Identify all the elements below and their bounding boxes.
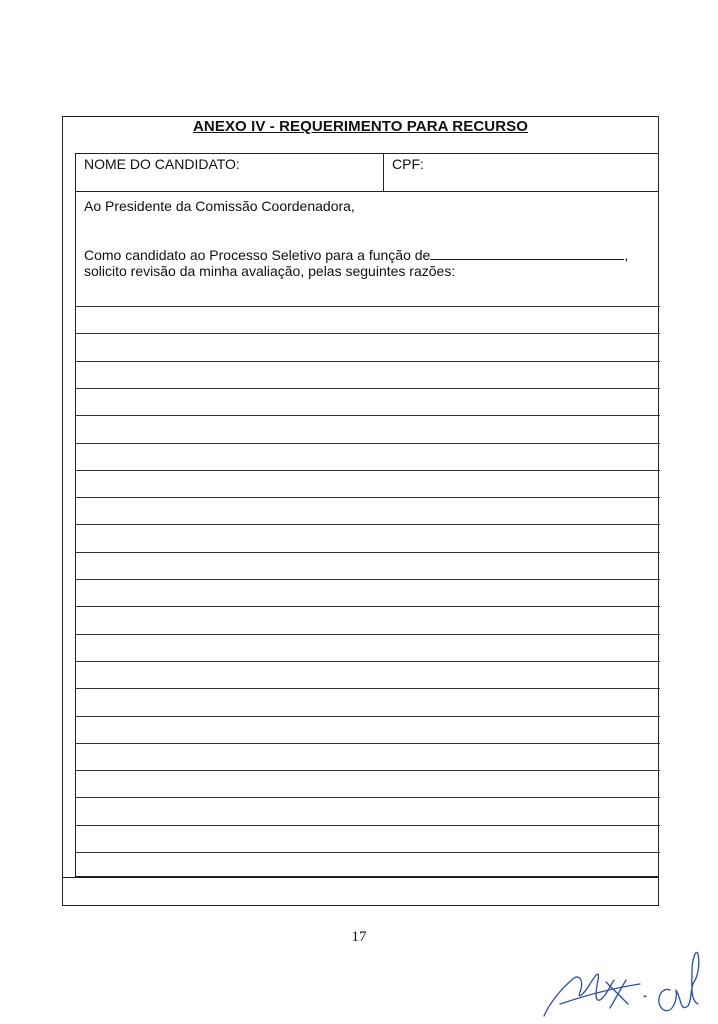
reason-line[interactable] (76, 825, 660, 826)
request-text-line-1 (84, 247, 680, 263)
reason-line[interactable] (76, 306, 660, 307)
addressee-text: Ao Presidente da Comissão Coordenadora, (84, 198, 355, 214)
reason-line[interactable] (76, 552, 660, 553)
reason-line[interactable] (76, 470, 660, 471)
signature-initials-2 (659, 952, 699, 1010)
page-number: 17 (351, 929, 367, 945)
signature-initials-1 (544, 974, 646, 1016)
reason-line[interactable] (76, 852, 660, 853)
reason-line[interactable] (76, 770, 660, 771)
reason-line[interactable] (76, 688, 660, 689)
request-text-line-2: solicito revisão da minha avaliação, pelas seguintes razões: (84, 263, 456, 279)
candidate-info-row (76, 154, 659, 192)
cpf-label: CPF: (392, 156, 424, 172)
request-text-prefix: Como candidato ao Processo Seletivo para a função de (84, 247, 431, 263)
candidate-name-field[interactable] (76, 154, 384, 191)
reason-line[interactable] (76, 497, 660, 498)
candidate-name-label: NOME DO CANDIDATO: (84, 156, 240, 172)
reason-line[interactable] (76, 743, 660, 744)
reason-line[interactable] (76, 524, 660, 525)
reason-line[interactable] (76, 361, 660, 362)
cpf-field[interactable] (392, 156, 424, 172)
bottom-strip-divider (62, 877, 659, 878)
reason-line[interactable] (76, 716, 660, 717)
form-body-frame (75, 153, 659, 877)
reason-line[interactable] (76, 415, 660, 416)
reason-line[interactable] (76, 661, 660, 662)
reason-line[interactable] (76, 443, 660, 444)
reason-line[interactable] (76, 579, 660, 580)
reason-line[interactable] (76, 797, 660, 798)
handwritten-signatures (540, 930, 718, 1024)
reason-line[interactable] (76, 634, 660, 635)
reason-line[interactable] (76, 333, 660, 334)
role-blank-field[interactable] (430, 247, 624, 260)
reason-line[interactable] (76, 606, 660, 607)
request-text-suffix: , (624, 247, 629, 263)
reason-line[interactable] (76, 388, 660, 389)
page-title: ANEXO IV - REQUERIMENTO PARA RECURSO (192, 118, 529, 135)
